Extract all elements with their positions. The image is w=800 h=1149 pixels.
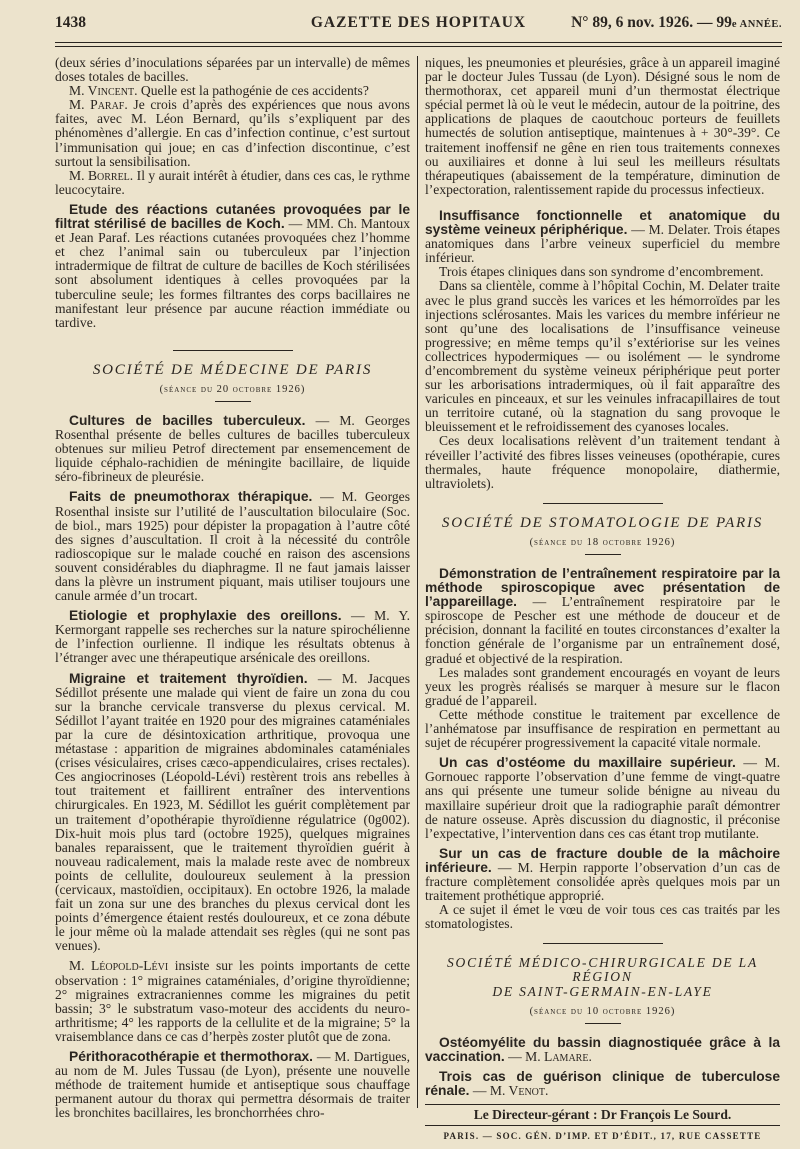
article: Démonstration de l’entraînement respiratoire par la méthode spiroscopique avec présentation de l’appareillage. — L’entraînement respiratoire par le spiroscope de Pescher est une méthode de douceur et de précision, donnant la facilité en toutes circonstances d’exalter la fonction générale de l’organisme par un entraînement dosé, gradué et objectivé de la respiration. (425, 566, 780, 666)
society-title: SOCIÉTÉ DE STOMATOLOGIE DE PARIS (441, 514, 764, 531)
session-date: (séance du 10 octobre 1926) (529, 1005, 676, 1017)
paragraph: M. Borrel. Il y aurait intérêt à étudier, dans ces cas, le rythme leucocytaire. (55, 167, 410, 197)
article: Faits de pneumothorax thérapique. — M. Georges Rosenthal insiste sur l’utilité de l’auscultation biloculaire (Soc. de biol., mars 1925) pour dépister la propagation à l’autre côté des signes d’auscultation. Il croit à la nécessité du contrôle radioscopique sur le malade couché en raison des ascensions souvent considérables du diaphragme. Il ne faut jamais laisser dans la plèvre un instrument piquant, mais utiliser toujours une canule armée d’un trocart. (55, 489, 410, 604)
article-title: Démonstration de l’entraînement respiratoire par la méthode spiroscopique avec présentation de l’appareillage. (425, 566, 780, 610)
society-title-line1: SOCIÉTÉ MÉDICO-CHIRURGICALE DE LA RÉGION (446, 955, 758, 985)
left-column (55, 56, 410, 1120)
article: Trois cas de guérison clinique de tuberculose rénale. — M. Venot. (425, 1068, 780, 1098)
article-title: Un cas d’ostéome du maxillaire supérieur. (439, 755, 736, 771)
article-title: Etiologie et prophylaxie des oreillons. (69, 608, 342, 624)
session-date: (séance du 18 octobre 1926) (529, 536, 676, 548)
paragraph: Dans sa clientèle, comme à l’hôpital Cochin, M. Delater traite avec le plus grand succès les varices et les hémorroïdes par les injections sclérosantes. Mais les varices du membre inférieur ne sont qu’une des localisations de l’insuffisance veineuse progressive; en même temps qu’il s’extériorise sur les veines collectrices hypodermiques — ou isolément — le syndrome d’encombrement du système veineux périphérique peut porter sur les arborisations intradermiques, où il fait apparaître des varicules en pinceaux, et sur les veinules infracapillaires de tout un territoire cutané, où la stagnation du sang provoque le bleuissement et le refroidissement des cyanoses locales. (425, 278, 780, 435)
article-title: Migraine et traitement thyroïdien. (69, 670, 308, 686)
article: Etude des réactions cutanées provoquées par le filtrat stérilisé de bacilles de Koch. — MM. Ch. Mantoux et Jean Paraf. Les réactions cutanées provoquées chez l’homme et chez l’animal sain ou tuberculeux par l’injection intradermique de filtrat de culture de bacilles de Koch stérilisées sont absolument identiques à celles provoquées par la tuberculine seule; les formes filtrantes des corps bacillaires ne manifestant leur présence par aucune réaction immédiate ou tardive. (55, 201, 410, 330)
signature: Le Directeur-gérant : Dr François Le Sourd. (473, 1107, 732, 1123)
paragraph: Cette méthode constitue le traitement par excellence de l’anhématose par insuffisance de respiration en permettant au sujet de récupérer progressivement la capacité vitale normale. (425, 706, 780, 751)
article-title: Ostéomyélite du bassin diagnostiquée grâce à la vaccination. (425, 1034, 780, 1064)
header-rule-bottom (55, 46, 782, 47)
right-column (425, 56, 780, 1143)
article: Sur un cas de fracture double de la mâchoire inférieure. — M. Herpin rapporte l’observation d’un cas de fracture complètement consolidée après quelques mois par un traitement prothétique approprié. (425, 845, 780, 904)
article: Cultures de bacilles tuberculeux. — M. Georges Rosenthal présente de belles cultures de bacilles tuberculeux obtenues sur milieu Petrof directement par ensemencement de liquide céphalo-rachidien de méningite bacillaire, de liquide séro-fibrineux de pleurésie. (55, 412, 411, 485)
page-number: 1438 (55, 14, 86, 31)
column-divider (417, 56, 418, 1108)
article: M. Léopold-Lévi insiste sur les points importants de cette observation : 1° migraines cataméniales, d’origine thyroïdienne; 2° migraines extracraniennes comme les migraines du petit bassin; 3° le substratum vaso-moteur des accidents du neuro-arthritisme; 4° les rapports de la cellulite et de la migraine; 5° la vraisemblance dans ce cas d’herpès zoster plutôt que de zona. (55, 958, 410, 1044)
speaker-name: M. Léopold-Lévi (69, 958, 169, 974)
page-header (55, 14, 782, 38)
printer-imprint: PARIS. — SOC. GÉN. D’IMP. ET D’ÉDIT., 17, RUE CASSETTE (443, 1131, 762, 1142)
article-title: Trois cas de guérison clinique de tuberculose rénale. (425, 1068, 780, 1098)
paragraph: M. Paraf. Je crois d’après des expériences que nous avons faites, avec M. Léon Bernard, qu’ils s’expliquent par des phénomènes d’allergie. En cas d’infection continue, c’est surtout l’immunisation qui joue; en cas d’infection discontinue, c’est surtout la sensibilisation. (55, 97, 410, 169)
paragraph: Trois étapes cliniques dans son syndrome d’encombrement. (439, 264, 764, 280)
issue-info (571, 14, 782, 32)
article: Périthoracothérapie et thermothorax. — M. Dartigues, au nom de M. Jules Tussau (de Lyon), présente une nouvelle méthode de traitement humide et antiseptique sous chauffage permanent autour du thorax qui permettra désormais de traiter les bronchites bacillaires, les bronchorrhées chro- (55, 1049, 410, 1121)
society-title-line2: DE SAINT-GERMAIN-EN-LAYE (492, 983, 713, 999)
article-title: Périthoracothérapie et thermothorax. (69, 1049, 314, 1064)
article: Un cas d’ostéome du maxillaire supérieur. — M. Gornouec rapporte l’observation d’une femme de vingt-quatre ans qui présente une tumeur solide bénigne au niveau du maxillaire supérieur droit que la radiographie paraît démontrer de nature osseuse. Après discussion du diagnostic, il préconise l’expectative, l’intervention dans ces cas étant trop mutilante. (425, 755, 780, 841)
issue-number: N° 89, 6 nov. 1926. — 99 (571, 14, 732, 31)
speaker-name: M. Vincent. (69, 83, 138, 99)
paragraph: (deux séries d’inoculations séparées par un intervalle) de mêmes doses totales de bacilles. (55, 55, 410, 85)
article: Ostéomyélite du bassin diagnostiquée grâce à la vaccination. — M. Lamare. (425, 1034, 780, 1064)
paragraph: A ce sujet il émet le vœu de voir tous ces cas traités par les stomatologistes. (425, 902, 780, 932)
article-title: Etude des réactions cutanées provoquées par le filtrat stérilisé de bacilles de Koch. (55, 201, 410, 232)
article-title: Cultures de bacilles tuberculeux. (69, 412, 306, 428)
article: Etiologie et prophylaxie des oreillons. — M. Y. Kermorgant rappelle ses recherches sur la nature spirochélienne de l’infection ourlienne. Il indique les résultats obtenus à l’étranger avec une thérapeutique arsénicale des oreillons. (55, 608, 410, 666)
session-date: (séance du 20 octobre 1926) (159, 383, 306, 395)
article: Migraine et traitement thyroïdien. — M. Jacques Sédillot présente une malade qui vient de faire un zona du cou sur la branche cervicale transverse du plexus cervical. M. Sédillot l’ayant traitée en 1920 pour des migraines cataméniales par la cure de désintoxication arthritique, provoqua une métastase : apparition de migraines abdominales cataméniales (crises vésiculaires, crises cæco-appendiculaires, crises rectales). Ces angiocrinoses (Léopold-Lévi) restèrent trois ans rebelles à tout traitement et faillirent entraîner des interventions chirurgicales. En 1923, M. Sédillot les guérit complètement par un traitement d’opothérapie thyroïdienne régulatrice (0g002). Dix-huit mois plus tard (octobre 1925), quelques migraines banales reparaissent, que le traitement thyroïdien guérit à nouveau radicalement, mais la malade reste avec de nombreux points de cellulite, douloureux seulement à la pression (cervicaux, mastoïdien, occipitaux). En octobre 1926, la malade fait un zona sur une des branches du plexus cervical dont les points d’émergence étaient restés douloureux, et ce zona débute le jour même où la malade attendait ses règles (qui ne sont pas venues). (55, 670, 410, 954)
paragraph: niques, les pneumonies et pleurésies, grâce à un appareil imaginé par le docteur Jules Tussau (de Lyon). Désigné sous le nom de thermothorax, cet appareil muni d’un thermostat électrique spécial permet là où le veut le médecin, autour de la poitrine, des applications de plaques de caoutchouc porteurs de feuillets humectés de solution antiseptique, maintenues à + 30°-39°. Ce traitement inoffensif ne gêne en rien tous traitements connexes ou auxiliaires et donne à lui seul les meilleurs résultats thérapeutiques (abaissement de la température, diminution de l’expectoration, ralentissement rapide du processus infectieux. (425, 55, 780, 197)
paragraph: Les malades sont grandement encouragés en voyant de leurs yeux les progrès réalisés se marquer à mesure sur le flacon gradué de l’appareil. (425, 664, 780, 708)
journal-title: GAZETTE DES HOPITAUX (310, 14, 527, 31)
article: Insuffisance fonctionnelle et anatomique du système veineux périphérique. — M. Delater. Trois étapes anatomiques dans l’arbre veineux superficiel du membre inférieur. (425, 207, 780, 266)
issue-year-suffix: e ANNÉE. (731, 19, 782, 30)
speaker-name: M. Borrel. (69, 167, 134, 183)
speaker-name: M. Paraf. (69, 97, 128, 113)
paragraph: Ces deux localisations relèvent d’un traitement tendant à réveiller l’activité des fibres lisses veineuses (opothérapie, cures thermales, haute fréquence monopolaire, diathermie, ultraviolets). (425, 433, 780, 491)
article-title: Insuffisance fonctionnelle et anatomique du système veineux périphérique. (425, 207, 780, 238)
header-rule-top (55, 42, 782, 43)
paragraph: M. Vincent. Quelle est la pathogénie de ces accidents? (69, 83, 369, 99)
article-title: Faits de pneumothorax thérapique. (69, 489, 313, 505)
article-title: Sur un cas de fracture double de la mâchoire inférieure. (425, 845, 780, 875)
society-title: SOCIÉTÉ DE MÉDECINE DE PARIS (92, 361, 373, 378)
